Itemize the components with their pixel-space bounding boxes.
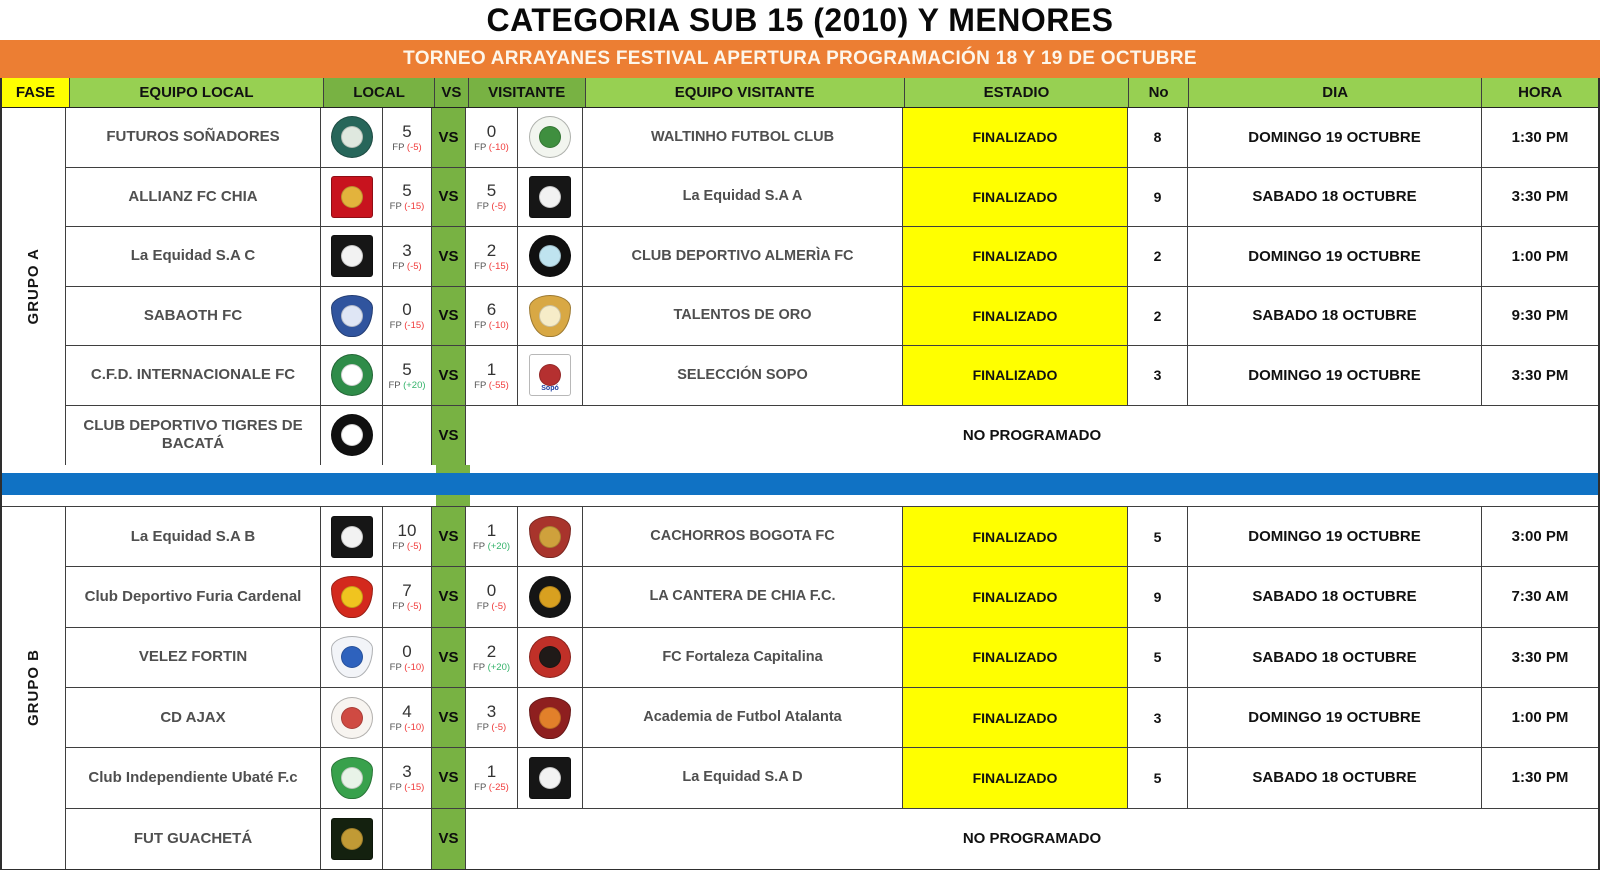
group-divider xyxy=(2,465,1598,507)
fp-label: FP xyxy=(474,320,487,331)
vs-cell: VS xyxy=(432,168,466,227)
independiente-ubate-crest-icon xyxy=(331,757,373,799)
fp-value: (-55) xyxy=(488,379,509,391)
match-day: DOMINGO 19 OCTUBRE xyxy=(1188,346,1482,405)
home-score: 3 xyxy=(402,240,412,260)
match-day: SABADO 18 OCTUBRE xyxy=(1188,567,1482,626)
match-day: DOMINGO 19 OCTUBRE xyxy=(1188,108,1482,167)
away-team-name: SELECCIÓN SOPO xyxy=(583,346,903,405)
logo-inner-mark xyxy=(341,707,363,729)
column-header-vs: VS xyxy=(435,78,469,107)
home-fair-play xyxy=(390,663,425,673)
match-day: SABADO 18 OCTUBRE xyxy=(1188,748,1482,807)
vs-cell: VS xyxy=(432,346,466,405)
la-equidad-crest-icon xyxy=(331,235,373,277)
logo-inner-mark xyxy=(341,186,363,208)
home-score-cell xyxy=(383,688,432,747)
vs-cell: VS xyxy=(432,406,466,466)
match-status-badge: FINALIZADO xyxy=(903,688,1128,747)
fp-label: FP xyxy=(392,601,405,613)
logo-inner-mark xyxy=(539,586,561,608)
away-team-logo-cell xyxy=(518,567,583,626)
fp-label: FP xyxy=(389,782,402,794)
fp-label: FP xyxy=(472,661,485,673)
away-score-cell xyxy=(466,688,518,747)
schedule-table xyxy=(0,78,1600,870)
away-team-name: CACHORROS BOGOTA FC xyxy=(583,507,903,566)
fp-label: FP xyxy=(389,201,402,212)
fp-label: FP xyxy=(476,201,489,212)
fp-label: FP xyxy=(474,782,487,794)
vs-cell: VS xyxy=(432,688,466,747)
fp-label: FP xyxy=(389,661,402,673)
match-number: 5 xyxy=(1128,628,1188,687)
match-row xyxy=(66,628,1598,688)
column-header-equipo-visitante: EQUIPO VISITANTE xyxy=(586,78,905,107)
home-fair-play xyxy=(392,262,421,272)
away-score: 5 xyxy=(486,181,497,200)
la-equidad-crest-icon xyxy=(331,516,373,558)
away-fair-play xyxy=(474,381,509,391)
fp-value: (-15) xyxy=(404,320,425,331)
la-equidad-crest-icon xyxy=(529,757,571,799)
logo-inner-mark xyxy=(539,526,561,548)
away-fair-play xyxy=(474,321,509,331)
seleccion-sopo-crest-icon xyxy=(529,354,571,396)
match-row xyxy=(66,227,1598,287)
match-time: 9:30 PM xyxy=(1511,307,1569,325)
away-score-cell xyxy=(466,628,518,687)
fp-value: (-5) xyxy=(406,540,422,552)
home-score: 7 xyxy=(402,581,412,601)
match-row xyxy=(66,346,1598,406)
column-header-no: No xyxy=(1129,78,1189,107)
fp-label: FP xyxy=(388,379,401,391)
match-status-badge: FINALIZADO xyxy=(903,108,1128,167)
home-score-cell xyxy=(383,168,432,227)
logo-inner-mark xyxy=(341,245,363,267)
la-cantera-de-chia-crest-icon xyxy=(529,576,571,618)
logo-inner-mark xyxy=(341,828,363,850)
home-score: 3 xyxy=(402,762,412,782)
group-b-label: GRUPO B xyxy=(25,649,42,727)
match-time: 1:00 PM xyxy=(1511,247,1569,265)
home-score-cell xyxy=(383,567,432,626)
home-team-name: C.F.D. INTERNACIONALE FC xyxy=(66,346,321,405)
column-header-local: LOCAL xyxy=(324,78,435,107)
page-title: CATEGORIA SUB 15 (2010) Y MENORES xyxy=(486,1,1114,38)
home-score: 10 xyxy=(397,520,417,540)
home-score: 0 xyxy=(402,641,412,661)
home-score-cell xyxy=(383,346,432,405)
vs-cell: VS xyxy=(432,748,466,807)
logo-inner-mark xyxy=(341,767,363,789)
away-score-cell xyxy=(466,168,518,227)
fp-label: FP xyxy=(392,260,405,272)
fp-label: FP xyxy=(392,540,405,552)
vs-cell: VS xyxy=(432,227,466,286)
away-fair-play xyxy=(474,783,509,793)
fp-value: (-5) xyxy=(491,601,507,613)
logo-inner-mark xyxy=(539,767,561,789)
home-score-cell xyxy=(383,628,432,687)
match-status-badge: FINALIZADO xyxy=(903,748,1128,807)
match-number: 2 xyxy=(1128,227,1188,286)
fp-value: (-15) xyxy=(488,260,509,272)
away-score: 1 xyxy=(486,520,497,540)
away-team-name: CLUB DEPORTIVO ALMERÌA FC xyxy=(583,227,903,286)
away-team-logo-cell xyxy=(518,748,583,807)
home-team-logo-cell xyxy=(321,507,383,566)
logo-inner-mark xyxy=(341,364,363,386)
match-day: SABADO 18 OCTUBRE xyxy=(1188,287,1482,346)
cachorros-bogota-crest-icon xyxy=(529,516,571,558)
match-row xyxy=(66,567,1598,627)
fp-value: (+20) xyxy=(403,379,426,391)
home-team-name: FUT GUACHETÁ xyxy=(66,809,321,869)
home-fair-play xyxy=(390,783,425,793)
home-team-name: CD AJAX xyxy=(66,688,321,747)
away-score: 2 xyxy=(486,240,497,260)
logo-inner-mark xyxy=(539,364,561,386)
home-team-logo-cell xyxy=(321,567,383,626)
allianz-fc-chia-crest-icon xyxy=(331,176,373,218)
futuros-sonadores-crest-icon xyxy=(331,116,373,158)
away-score: 2 xyxy=(486,641,497,661)
home-team-logo-cell xyxy=(321,287,383,346)
vs-cell: VS xyxy=(432,287,466,346)
home-team-name: La Equidad S.A C xyxy=(66,227,321,286)
furia-cardenal-crest-icon xyxy=(331,576,373,618)
logo-inner-mark xyxy=(539,305,561,327)
match-day: SABADO 18 OCTUBRE xyxy=(1188,628,1482,687)
home-fair-play xyxy=(392,602,421,612)
away-fair-play xyxy=(477,723,506,733)
sabaoth-fc-crest-icon xyxy=(331,295,373,337)
no-programado-cell: NO PROGRAMADO xyxy=(962,426,1102,444)
match-status-badge: FINALIZADO xyxy=(903,287,1128,346)
home-score-cell xyxy=(383,108,432,167)
match-day: DOMINGO 19 OCTUBRE xyxy=(1188,688,1482,747)
home-team-logo-cell xyxy=(321,406,383,466)
away-team-name: WALTINHO FUTBOL CLUB xyxy=(583,108,903,167)
fp-label: FP xyxy=(474,141,487,153)
column-header-dia: DIA xyxy=(1189,78,1482,107)
home-team-name: Club Deportivo Furia Cardenal xyxy=(66,567,321,626)
home-team-logo-cell xyxy=(321,108,383,167)
match-status-badge: FINALIZADO xyxy=(903,567,1128,626)
fp-value: (+20) xyxy=(487,540,511,552)
home-fair-play xyxy=(390,202,425,212)
match-status-badge: FINALIZADO xyxy=(903,168,1128,227)
match-day: DOMINGO 19 OCTUBRE xyxy=(1188,507,1482,566)
home-team-logo-cell xyxy=(321,688,383,747)
home-team-logo-cell xyxy=(321,809,383,869)
la-equidad-crest-icon xyxy=(529,176,571,218)
match-time: 3:00 PM xyxy=(1511,528,1569,546)
home-team-name: SABAOTH FC xyxy=(66,287,321,346)
match-time: 3:30 PM xyxy=(1511,188,1569,206)
fp-value: (-10) xyxy=(488,141,509,153)
away-fair-play xyxy=(477,202,506,212)
logo-inner-mark xyxy=(341,126,363,148)
away-score-cell xyxy=(466,346,518,405)
fp-label: FP xyxy=(392,141,405,153)
match-time: 1:00 PM xyxy=(1511,709,1569,727)
home-score-cell xyxy=(383,287,432,346)
fp-label: FP xyxy=(389,721,402,733)
away-score-cell xyxy=(466,287,518,346)
away-team-logo-cell xyxy=(518,287,583,346)
unscheduled-match-row xyxy=(66,809,1598,869)
match-row xyxy=(66,507,1598,567)
match-status-badge: FINALIZADO xyxy=(903,227,1128,286)
table-header-row xyxy=(2,78,1598,108)
logo-inner-mark xyxy=(341,586,363,608)
home-fair-play xyxy=(392,542,421,552)
home-score: 5 xyxy=(402,121,412,141)
column-header-visitante: VISITANTE xyxy=(469,78,586,107)
away-score-cell xyxy=(466,108,518,167)
home-team-name: Club Independiente Ubaté F.c xyxy=(66,748,321,807)
away-fair-play xyxy=(477,602,506,612)
logo-inner-mark xyxy=(539,186,561,208)
away-team-logo-cell xyxy=(518,227,583,286)
match-row xyxy=(66,287,1598,347)
match-row xyxy=(66,168,1598,228)
match-number: 5 xyxy=(1128,748,1188,807)
match-time: 3:30 PM xyxy=(1511,366,1569,384)
match-row xyxy=(66,688,1598,748)
home-score: 5 xyxy=(402,359,412,379)
fp-value: (-25) xyxy=(488,782,509,794)
divider-blue-band xyxy=(2,473,1598,495)
match-number: 3 xyxy=(1128,688,1188,747)
vs-cell: VS xyxy=(432,567,466,626)
match-day: SABADO 18 OCTUBRE xyxy=(1188,168,1482,227)
away-score: 0 xyxy=(486,121,497,141)
home-team-logo-cell xyxy=(321,628,383,687)
column-header-fase: FASE xyxy=(2,78,70,107)
away-team-logo-cell xyxy=(518,346,583,405)
column-header-estadio: ESTADIO xyxy=(905,78,1129,107)
talentos-de-oro-crest-icon xyxy=(529,295,571,337)
home-team-name: CLUB DEPORTIVO TIGRES DE BACATÁ xyxy=(66,406,321,466)
group-a-rows xyxy=(66,108,1598,465)
fp-label: FP xyxy=(472,540,485,552)
logo-inner-mark xyxy=(539,646,561,668)
match-time: 3:30 PM xyxy=(1511,648,1569,666)
logo-inner-mark xyxy=(341,526,363,548)
away-score-cell xyxy=(466,507,518,566)
fp-value: (+20) xyxy=(487,661,511,673)
match-status-badge: FINALIZADO xyxy=(903,507,1128,566)
match-row xyxy=(66,748,1598,808)
vs-cell: VS xyxy=(432,108,466,167)
home-score-cell-empty xyxy=(383,809,432,869)
fp-value: (-15) xyxy=(404,201,425,212)
away-fair-play xyxy=(474,262,509,272)
fp-label: FP xyxy=(474,379,487,391)
away-team-name: FC Fortaleza Capitalina xyxy=(583,628,903,687)
away-score: 1 xyxy=(486,359,497,379)
cd-ajax-crest-icon xyxy=(331,697,373,739)
fp-value: (-10) xyxy=(404,721,425,733)
home-team-logo-cell xyxy=(321,346,383,405)
home-score-cell xyxy=(383,507,432,566)
logo-inner-mark xyxy=(539,707,561,729)
velez-fortin-crest-icon xyxy=(331,636,373,678)
no-programado-cell: NO PROGRAMADO xyxy=(962,830,1102,848)
home-score-cell-empty xyxy=(383,406,432,466)
fp-label: FP xyxy=(389,320,402,331)
away-score-cell xyxy=(466,227,518,286)
away-fair-play xyxy=(473,542,510,552)
away-score: 3 xyxy=(486,701,497,721)
away-team-name: TALENTOS DE ORO xyxy=(583,287,903,346)
vs-cell: VS xyxy=(432,628,466,687)
home-score-cell xyxy=(383,227,432,286)
fp-value: (-10) xyxy=(488,320,509,331)
fp-value: (-10) xyxy=(404,661,425,673)
home-fair-play xyxy=(388,381,425,391)
home-team-name: La Equidad S.A B xyxy=(66,507,321,566)
home-team-name: FUTUROS SOÑADORES xyxy=(66,108,321,167)
fp-label: FP xyxy=(476,721,489,733)
away-team-logo-cell xyxy=(518,688,583,747)
home-score: 5 xyxy=(402,181,412,200)
group-a-label: GRUPO A xyxy=(25,248,42,325)
fp-label: FP xyxy=(474,260,487,272)
vs-cell: VS xyxy=(432,507,466,566)
match-day: DOMINGO 19 OCTUBRE xyxy=(1188,227,1482,286)
home-team-name: VELEZ FORTIN xyxy=(66,628,321,687)
fp-value: (-5) xyxy=(406,141,422,153)
match-number: 9 xyxy=(1128,567,1188,626)
away-team-logo-cell xyxy=(518,108,583,167)
match-number: 5 xyxy=(1128,507,1188,566)
group-b-section xyxy=(2,507,1598,869)
match-number: 9 xyxy=(1128,168,1188,227)
away-score-cell xyxy=(466,748,518,807)
away-fair-play xyxy=(474,143,509,153)
fut-guacheta-crest-icon xyxy=(331,818,373,860)
fp-value: (-5) xyxy=(406,260,422,272)
fp-value: (-5) xyxy=(491,721,507,733)
logo-inner-mark xyxy=(341,424,363,446)
away-team-logo-cell xyxy=(518,507,583,566)
home-fair-play xyxy=(390,723,425,733)
waltinho-fc-crest-icon xyxy=(529,116,571,158)
home-team-logo-cell xyxy=(321,748,383,807)
match-number: 8 xyxy=(1128,108,1188,167)
away-score: 6 xyxy=(486,300,497,319)
fp-value: (-5) xyxy=(491,201,507,212)
fp-label: FP xyxy=(476,601,489,613)
internacionale-fc-crest-icon xyxy=(331,354,373,396)
home-team-logo-cell xyxy=(321,168,383,227)
away-team-name: Academia de Futbol Atalanta xyxy=(583,688,903,747)
match-row xyxy=(66,108,1598,168)
home-team-name: ALLIANZ FC CHIA xyxy=(66,168,321,227)
unscheduled-match-row xyxy=(66,406,1598,466)
logo-inner-mark xyxy=(539,245,561,267)
vs-cell: VS xyxy=(432,809,466,869)
home-score: 4 xyxy=(402,701,412,721)
home-score-cell xyxy=(383,748,432,807)
away-score-cell xyxy=(466,567,518,626)
match-time: 1:30 PM xyxy=(1511,769,1569,787)
away-team-name: LA CANTERA DE CHIA F.C. xyxy=(583,567,903,626)
match-status-badge: FINALIZADO xyxy=(903,628,1128,687)
home-fair-play xyxy=(392,143,421,153)
away-score: 0 xyxy=(486,581,497,601)
match-time: 7:30 AM xyxy=(1511,588,1569,606)
fp-value: (-5) xyxy=(406,601,422,613)
tournament-banner: TORNEO ARRAYANES FESTIVAL APERTURA PROGRAMACIÓN 18 Y 19 DE OCTUBRE xyxy=(0,40,1600,78)
home-team-logo-cell xyxy=(321,227,383,286)
group-a-section xyxy=(2,108,1598,465)
logo-label: Sopó xyxy=(541,385,559,393)
group-b-fase-cell xyxy=(2,507,66,869)
atalanta-crest-icon xyxy=(529,697,571,739)
away-team-name: La Equidad S.A D xyxy=(583,748,903,807)
column-header-hora: HORA xyxy=(1482,78,1598,107)
away-score: 1 xyxy=(486,762,497,782)
match-time: 1:30 PM xyxy=(1511,128,1569,146)
match-status-badge: FINALIZADO xyxy=(903,346,1128,405)
column-header-equipo-local: EQUIPO LOCAL xyxy=(70,78,324,107)
tigres-de-bacata-crest-icon xyxy=(331,414,373,456)
away-team-name: La Equidad S.A A xyxy=(583,168,903,227)
away-team-logo-cell xyxy=(518,168,583,227)
almeria-fc-crest-icon xyxy=(529,235,571,277)
away-team-logo-cell xyxy=(518,628,583,687)
group-b-rows xyxy=(66,507,1598,869)
match-number: 2 xyxy=(1128,287,1188,346)
home-score: 0 xyxy=(402,300,412,319)
away-fair-play xyxy=(473,663,510,673)
fp-value: (-15) xyxy=(404,782,425,794)
match-number: 3 xyxy=(1128,346,1188,405)
home-fair-play xyxy=(390,321,425,331)
fortaleza-capitalina-crest-icon xyxy=(529,636,571,678)
logo-inner-mark xyxy=(341,646,363,668)
logo-inner-mark xyxy=(539,126,561,148)
group-a-fase-cell xyxy=(2,108,66,465)
logo-inner-mark xyxy=(341,305,363,327)
